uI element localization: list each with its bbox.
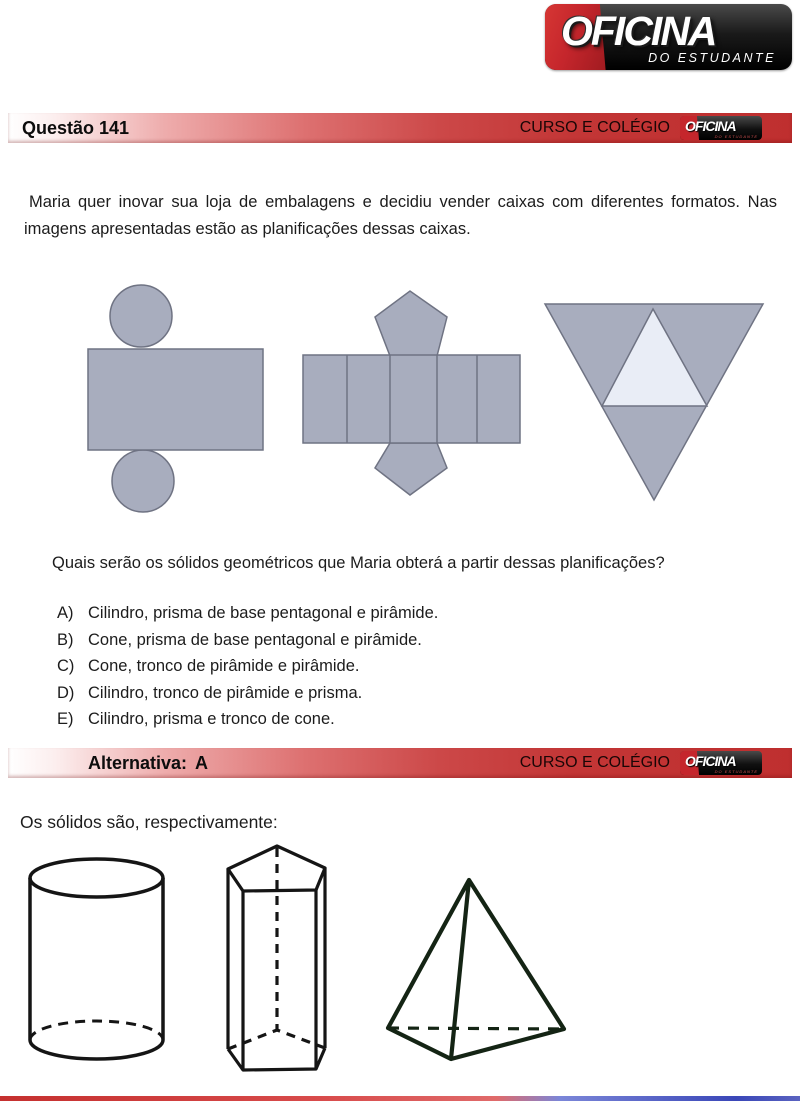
option-letter: A) <box>57 604 74 622</box>
prism-hidden-bottom-edge <box>228 1030 277 1049</box>
option-e <box>57 706 438 733</box>
mini-logo-brand-text: OFICINA <box>685 118 736 134</box>
option-text: Cilindro, prisma de base pentagonal e pirâmide. <box>88 604 439 622</box>
mini-logo-brand-text: OFICINA <box>685 753 736 769</box>
prism-net-bottom-pentagon <box>375 443 447 495</box>
oficina-mini-logo <box>680 116 762 140</box>
pyramid-front-left-face <box>388 880 469 1059</box>
cylinder-net <box>88 285 263 512</box>
mini-logo-tagline: DO ESTUDANTE <box>714 134 758 139</box>
cylinder-net-body-rect <box>88 349 263 450</box>
option-c <box>57 653 438 680</box>
option-text: Cone, tronco de pirâmide e pirâmide. <box>88 657 360 676</box>
option-b <box>57 627 438 654</box>
logo-brand-text: OFICINA <box>561 8 716 54</box>
option-text: Cilindro, tronco de pirâmide e prisma. <box>88 683 363 702</box>
nets-figure <box>0 250 800 520</box>
pentagonal-prism-net <box>303 291 520 495</box>
oficina-mini-logo <box>680 751 762 775</box>
answer-label: Alternativa: <box>88 753 188 773</box>
option-letter: E) <box>57 710 74 729</box>
mini-logo-tagline: DO ESTUDANTE <box>714 769 758 774</box>
pyramid-solid <box>388 880 564 1059</box>
options-list <box>57 600 438 733</box>
solution-intro-text: Os sólidos são, respectivamente: <box>20 811 278 832</box>
pentagonal-prism-solid <box>228 846 325 1070</box>
question-number: Questão 141 <box>22 118 130 138</box>
prism-net-strip <box>303 355 520 443</box>
cylinder-bottom-back-dashed <box>30 1021 163 1040</box>
option-letter: D) <box>57 683 75 702</box>
answer-value: A <box>195 753 208 773</box>
cylinder-net-top-circle <box>110 285 172 347</box>
cylinder-top-ellipse <box>30 859 163 897</box>
cylinder-net-bottom-circle <box>112 450 174 512</box>
pyramid-net <box>545 304 763 500</box>
option-a <box>57 600 438 627</box>
answer-brand-label: CURSO E COLÉGIO <box>519 754 670 771</box>
question-prompt-text: Quais serão os sólidos geométricos que Maria obterá a partir dessas planificações? <box>52 553 665 572</box>
oficina-logo <box>545 4 792 70</box>
footer-strip <box>0 1096 800 1101</box>
question-header-bar <box>8 113 792 143</box>
pyramid-hidden-base-edge <box>388 1028 564 1029</box>
prism-net-top-pentagon <box>375 291 447 356</box>
prism-hidden-bottom-edge <box>277 1030 325 1048</box>
header-brand-label: CURSO E COLÉGIO <box>519 119 670 136</box>
option-d <box>57 680 438 707</box>
logo-tagline-text: DO ESTUDANTE <box>648 51 776 65</box>
option-letter: B) <box>57 630 74 649</box>
cylinder-bottom-front <box>30 1040 163 1059</box>
option-letter: C) <box>57 657 75 676</box>
cylinder-solid <box>30 859 163 1059</box>
answer-bar <box>8 748 792 778</box>
solids-figure <box>0 838 800 1083</box>
question-intro-text: Maria quer inovar sua loja de embalagens e decidiu vender caixas com diferentes formatos. Nas imagens apresentadas estão as planificações dessas caixas. <box>24 192 777 238</box>
option-text: Cone, prisma de base pentagonal e pirâmide. <box>88 630 422 649</box>
option-text: Cilindro, prisma e tronco de cone. <box>88 710 335 729</box>
